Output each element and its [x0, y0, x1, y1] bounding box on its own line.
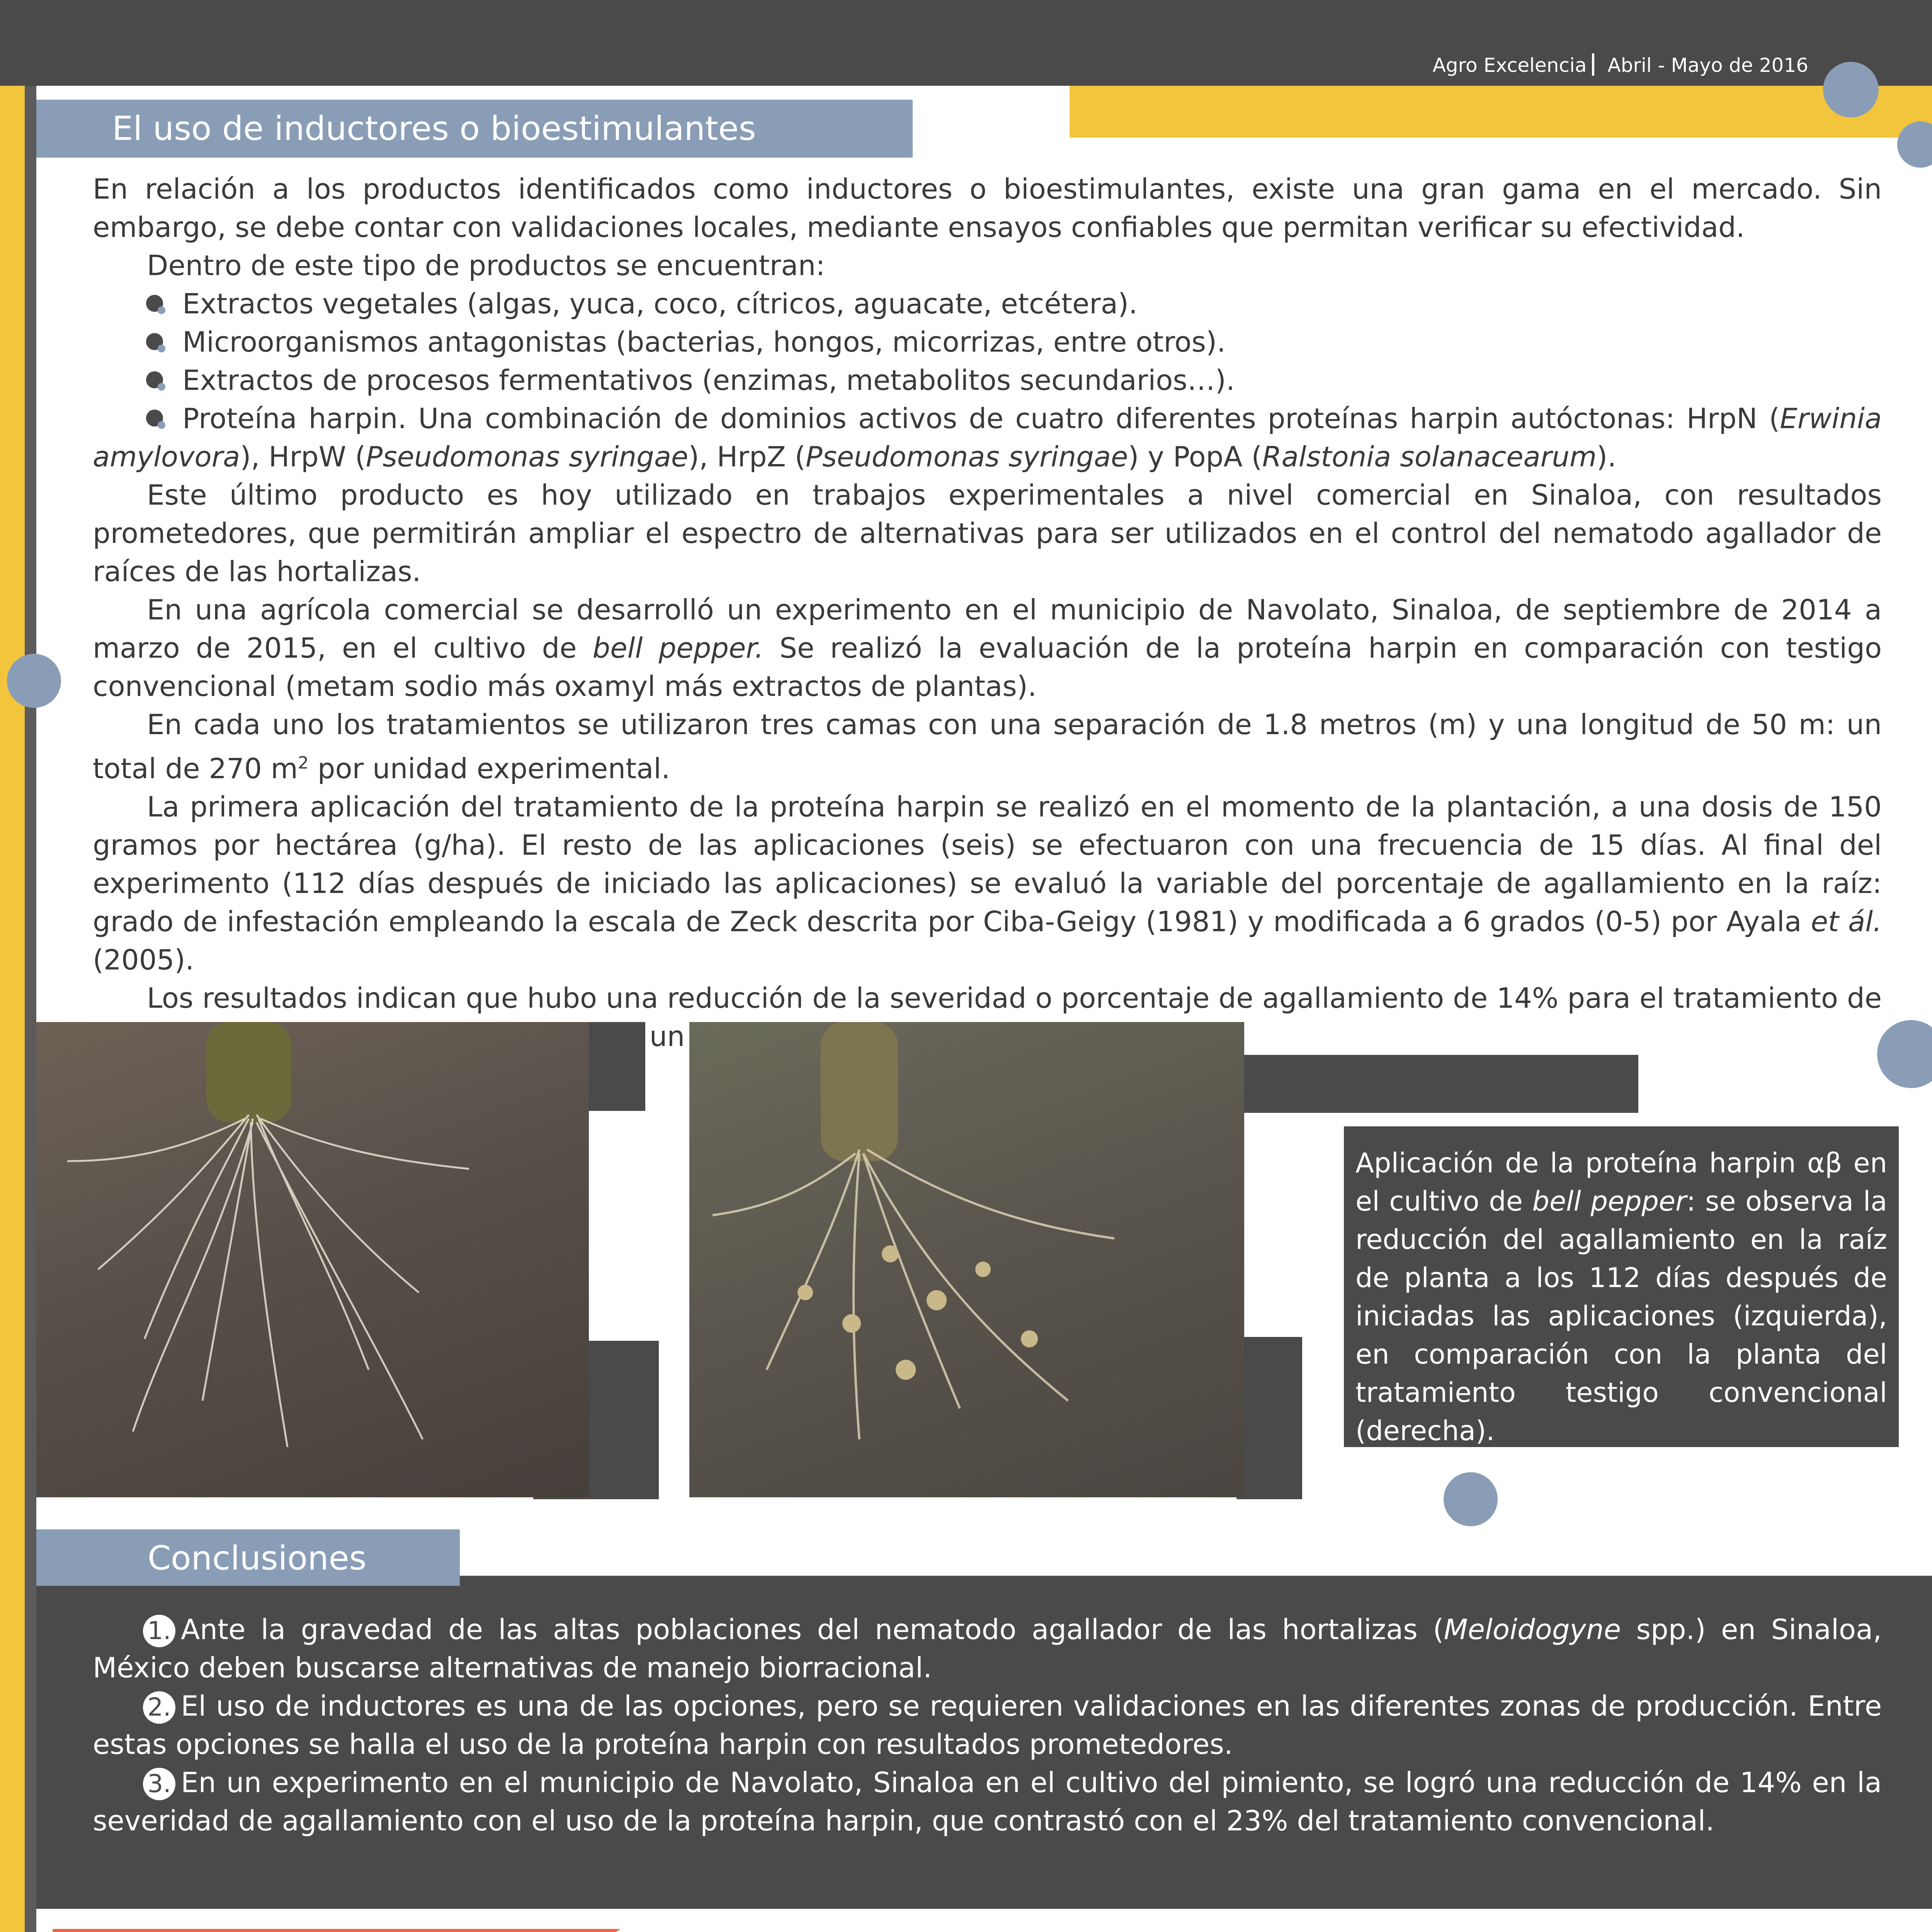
speech-bubble-icon — [145, 409, 165, 429]
issue-date: Abril - Mayo de 2016 — [1607, 54, 1808, 77]
bullet-item: Extractos de procesos fermentativos (enzimas, metabolitos secundarios…). — [93, 361, 1882, 400]
conclusion-number: 1. — [143, 1615, 175, 1647]
conclusion-item: 1. Ante la gravedad de las altas poblaciones del nematodo agallador de las hortalizas (Meloidogyne spp.) en Sinaloa, México deben buscarse alternativas de manejo biorracional. — [93, 1613, 1882, 1684]
article-body — [93, 170, 1882, 1056]
paragraph-2: Dentro de este tipo de productos se encuentran: — [147, 249, 825, 282]
decor-dot-3 — [7, 654, 61, 708]
photo-frame-right-side — [1236, 1337, 1302, 1499]
speech-bubble-icon — [145, 371, 165, 391]
bullet-item: Microorganismos antagonistas (bacterias, hongos, micorrizas, entre otros). — [93, 323, 1882, 361]
running-header — [1352, 53, 1808, 77]
header-divider — [1592, 53, 1594, 76]
decor-dot-4 — [1877, 1020, 1932, 1088]
paragraph-5: En cada uno los tratamientos se utilizaron tres camas con una separación de 1.8 metros (m) y una longitud de 50 m: un total de 270 $m^2$ por unidad experimental. — [93, 708, 1882, 785]
section-title-conclusiones: Conclusiones — [36, 1529, 460, 1586]
section-title-literatura — [95, 1929, 443, 1932]
conclusions-list — [93, 1611, 1882, 1840]
roots-illustration-right — [689, 1022, 1244, 1497]
conclusion-number: 2. — [143, 1691, 175, 1724]
roots-illustration-left — [36, 1022, 589, 1497]
root-photo-harpin — [36, 1022, 589, 1497]
yellow-accent-bar — [1070, 86, 1932, 138]
paragraph-6: La primera aplicación del tratamiento de la proteína harpin se realizó en el momento de la plantación, a una dosis de 150 gramos por hectárea (g/ha). El resto de las aplicaciones (seis) se efectuaron con una frecuencia de 15 días. Al final del experimento (112 días después de iniciado las aplicaciones) se evaluó la variable del porcentaje de agallamiento en la raíz: grado de infestación empleando la escala de Zeck descrita por Ciba-Geigy (1981) y modificada a 6 grados (0-5) por Ayala et ál. (2005). — [93, 791, 1882, 976]
paragraph-7: Los resultados indican que hubo una reducción de la severidad o porcentaje de agallamiento de 14% para el tratamiento de un — [147, 982, 1882, 1053]
decor-dot-1 — [1823, 62, 1879, 117]
publication-name: Agro Excelencia — [1432, 54, 1587, 77]
bullet-item-harpin: Proteína harpin. Una combinación de dominios activos de cuatro diferentes proteínas harpin autóctonas: HrpN (Erwinia amylovora), HrpW (Pseudomonas syringae), HrpZ (Pseudomonas syringae) y PopA (Ralstonia solanacearum). — [93, 402, 1882, 473]
left-yellow-strip — [0, 86, 25, 1932]
paragraph-4: En una agrícola comercial se desarrolló un experimento en el municipio de Navolato, Sinaloa, de septiembre de 2014 a marzo de 2015, en el cultivo de bell pepper. Se realizó la evaluación de la proteína harpin en comparación con testigo convencional (metam sodio más oxamyl más extractos de plantas). — [93, 594, 1882, 702]
root-photo-control — [689, 1022, 1244, 1497]
photo-frame-right — [1236, 1055, 1638, 1113]
speech-bubble-icon — [145, 332, 165, 352]
conclusion-item: 3. En un experimento en el municipio de Navolato, Sinaloa en el cultivo del pimiento, se logró una reducción de 14% en la severidad de agallamiento con el uso de la proteína harpin, que contrastó con el 23% del tratamiento convencional. — [93, 1766, 1882, 1837]
conclusion-item: 2. El uso de inductores es una de las opciones, pero se requieren validaciones en las diferentes zonas de producción. Entre estas opciones se halla el uso de la proteína harpin con resultados prometedores. — [93, 1690, 1882, 1760]
paragraph-3: Este último producto es hoy utilizado en trabajos experimentales a nivel comercial en Sinaloa, con resultados prometedores, que permitirán ampliar el espectro de alternativas para ser utilizados en el control del nematodo agallador de raíces de las hortalizas. — [93, 479, 1882, 588]
section-title-inductores: El uso de inductores o bioestimulantes — [36, 100, 913, 158]
bullet-item: Extractos vegetales (algas, yuca, coco, cítricos, aguacate, etcétera). — [93, 285, 1882, 323]
paragraph-1: En relación a los productos identificados como inductores o bioestimulantes, existe una gran gama en el mercado. Sin embargo, se debe contar con validaciones locales, mediante ensayos confiables que permitan verificar su efectividad. — [93, 173, 1882, 243]
left-gray-strip — [25, 86, 36, 1932]
photo-caption: Aplicación de la proteína harpin αβ en el cultivo de bell pepper: se observa la reducción del agallamiento en la raíz de planta a los 112 días después de iniciadas las aplicaciones (izquierda), en comparación con la planta del tratamiento testigo convencional (derecha). — [1344, 1126, 1899, 1447]
conclusion-number: 3. — [143, 1768, 175, 1800]
decor-dot-5 — [1444, 1472, 1498, 1526]
speech-bubble-icon — [145, 294, 165, 314]
